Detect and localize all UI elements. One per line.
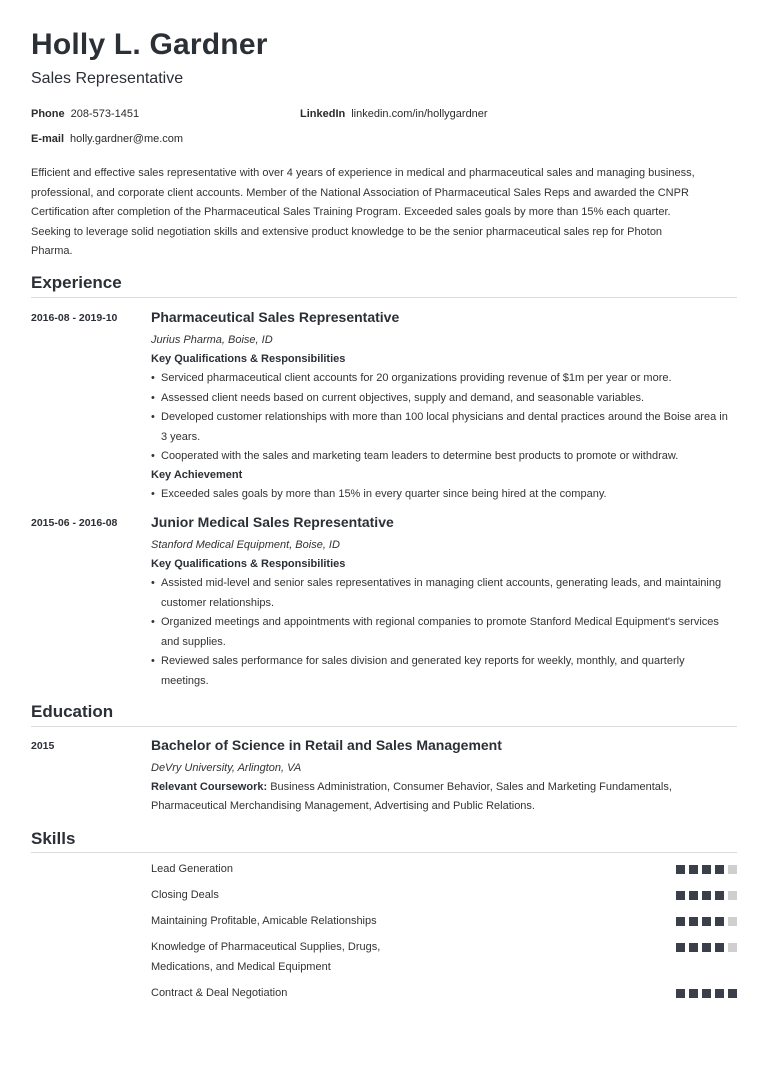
summary	[31, 164, 737, 262]
rating-square-empty	[728, 865, 737, 874]
rating-square-filled	[715, 917, 724, 926]
rating-square-filled	[702, 989, 711, 998]
job-dates: 2016-08 - 2019-10	[31, 312, 118, 324]
job-company: Jurius Pharma, Boise, ID	[151, 334, 273, 346]
contact-email	[31, 133, 183, 145]
coursework-line	[151, 778, 731, 798]
skill-rating	[676, 917, 737, 926]
coursework-line: Pharmaceutical Merchandising Management, Advertising and Public Relations.	[151, 800, 535, 812]
rating-square-filled	[715, 865, 724, 874]
rating-square-filled	[689, 917, 698, 926]
skill-name: Closing Deals	[151, 889, 219, 901]
phone-label: Phone	[31, 108, 65, 120]
qualifications-heading: Key Qualifications & Responsibilities	[151, 558, 346, 570]
rating-square-filled	[702, 943, 711, 952]
skill-name: Knowledge of Pharmaceutical Supplies, Drugs, Medications, and Medical Equipment	[151, 941, 381, 973]
rating-square-filled	[702, 891, 711, 900]
achievement-heading: Key Achievement	[151, 469, 243, 481]
rating-square-filled	[676, 865, 685, 874]
contact-linkedin	[300, 108, 488, 120]
coursework-text: Business Administration, Consumer Behavior, Sales and Marketing Fundamentals,	[270, 781, 672, 793]
skill-rating	[676, 865, 737, 874]
summary-line: professional, and corporate client accounts. Member of the National Association of Pharmaceutical Sales Reps and awarded the CNPR	[31, 186, 689, 199]
contact-phone	[31, 108, 139, 120]
section-divider	[31, 726, 737, 727]
rating-square-filled	[689, 865, 698, 874]
rating-square-empty	[728, 943, 737, 952]
candidate-role: Sales Representative	[31, 70, 184, 87]
rating-square-empty	[728, 917, 737, 926]
skill-name: Lead Generation	[151, 863, 233, 875]
section-divider	[31, 297, 737, 298]
job-bullets	[151, 574, 731, 691]
skill-row	[151, 984, 737, 1004]
skill-rating	[676, 943, 737, 952]
list-item: • Assisted mid-level and senior sales representatives in managing client accounts, generating leads, and maintaining customer relationships.	[151, 574, 731, 613]
school-name: DeVry University, Arlington, VA	[151, 762, 302, 774]
summary-line: Pharma.	[31, 245, 73, 257]
degree-title: Bachelor of Science in Retail and Sales Management	[151, 737, 502, 753]
summary-line: Efficient and effective sales representative with over 4 years of experience in medical and pharmaceutical sales and managing business,	[31, 167, 695, 179]
rating-square-filled	[689, 943, 698, 952]
skill-name: Maintaining Profitable, Amicable Relationships	[151, 915, 377, 927]
linkedin-value[interactable]: linkedin.com/in/hollygardner	[351, 108, 488, 120]
job-dates: 2015-06 - 2016-08	[31, 517, 118, 529]
skill-row	[151, 912, 737, 932]
list-item: • Cooperated with the sales and marketing team leaders to determine best products to promote or withdraw.	[151, 447, 731, 467]
rating-square-filled	[689, 989, 698, 998]
rating-square-filled	[689, 891, 698, 900]
rating-square-filled	[702, 865, 711, 874]
coursework-label: Relevant Coursework:	[151, 781, 268, 793]
list-item: • Serviced pharmaceutical client accounts for 20 organizations providing revenue of $1m per year or more.	[151, 369, 731, 389]
skill-row	[151, 886, 737, 906]
job-title: Pharmaceutical Sales Representative	[151, 309, 400, 325]
email-value[interactable]: holly.gardner@me.com	[70, 133, 184, 145]
job-bullets	[151, 369, 731, 467]
skill-name: Contract & Deal Negotiation	[151, 987, 288, 999]
rating-square-filled	[715, 891, 724, 900]
phone-value: 208-573-1451	[70, 108, 140, 120]
section-divider	[31, 852, 737, 853]
rating-square-filled	[715, 943, 724, 952]
rating-square-filled	[676, 917, 685, 926]
summary-line: Seeking to leverage solid negotiation skills and extensive product knowledge to be the senior pharmaceutical sales rep for Photon	[31, 225, 663, 238]
linkedin-label: LinkedIn	[300, 108, 346, 120]
rating-square-filled	[728, 989, 737, 998]
list-item: • Reviewed sales performance for sales division and generated key reports for weekly, monthly, and quarterly meetings.	[151, 652, 731, 691]
rating-square-filled	[715, 989, 724, 998]
skill-rating	[676, 891, 737, 900]
list-item: • Exceeded sales goals by more than 15% in every quarter since being hired at the company.	[151, 485, 731, 505]
rating-square-filled	[676, 943, 685, 952]
job-title: Junior Medical Sales Representative	[151, 514, 394, 530]
rating-square-filled	[676, 989, 685, 998]
education-year: 2015	[31, 740, 55, 752]
section-title-experience: Experience	[31, 273, 122, 292]
section-title-skills: Skills	[31, 829, 76, 848]
qualifications-heading: Key Qualifications & Responsibilities	[151, 353, 346, 365]
job-company: Stanford Medical Equipment, Boise, ID	[151, 539, 340, 551]
list-item: • Assessed client needs based on current objectives, supply and demand, and seasonable variables.	[151, 389, 731, 409]
list-item: • Organized meetings and appointments with regional companies to promote Stanford Medical Equipment's services and supplies.	[151, 613, 731, 652]
skill-row	[151, 860, 737, 880]
email-label: E-mail	[31, 133, 65, 145]
rating-square-empty	[728, 891, 737, 900]
section-title-education: Education	[31, 702, 114, 721]
summary-line: Certification after completion of the Pharmaceutical Sales Training Program. Exceeded sales goals by more than 15% each quarter.	[31, 206, 671, 218]
achievement-bullets	[151, 485, 731, 505]
rating-square-filled	[702, 917, 711, 926]
candidate-name: Holly L. Gardner	[31, 28, 268, 61]
skill-rating	[676, 989, 737, 998]
skill-row	[151, 938, 737, 977]
list-item: • Developed customer relationships with more than 100 local physicians and dental practices around the Boise area in 3 years.	[151, 408, 731, 447]
rating-square-filled	[676, 891, 685, 900]
